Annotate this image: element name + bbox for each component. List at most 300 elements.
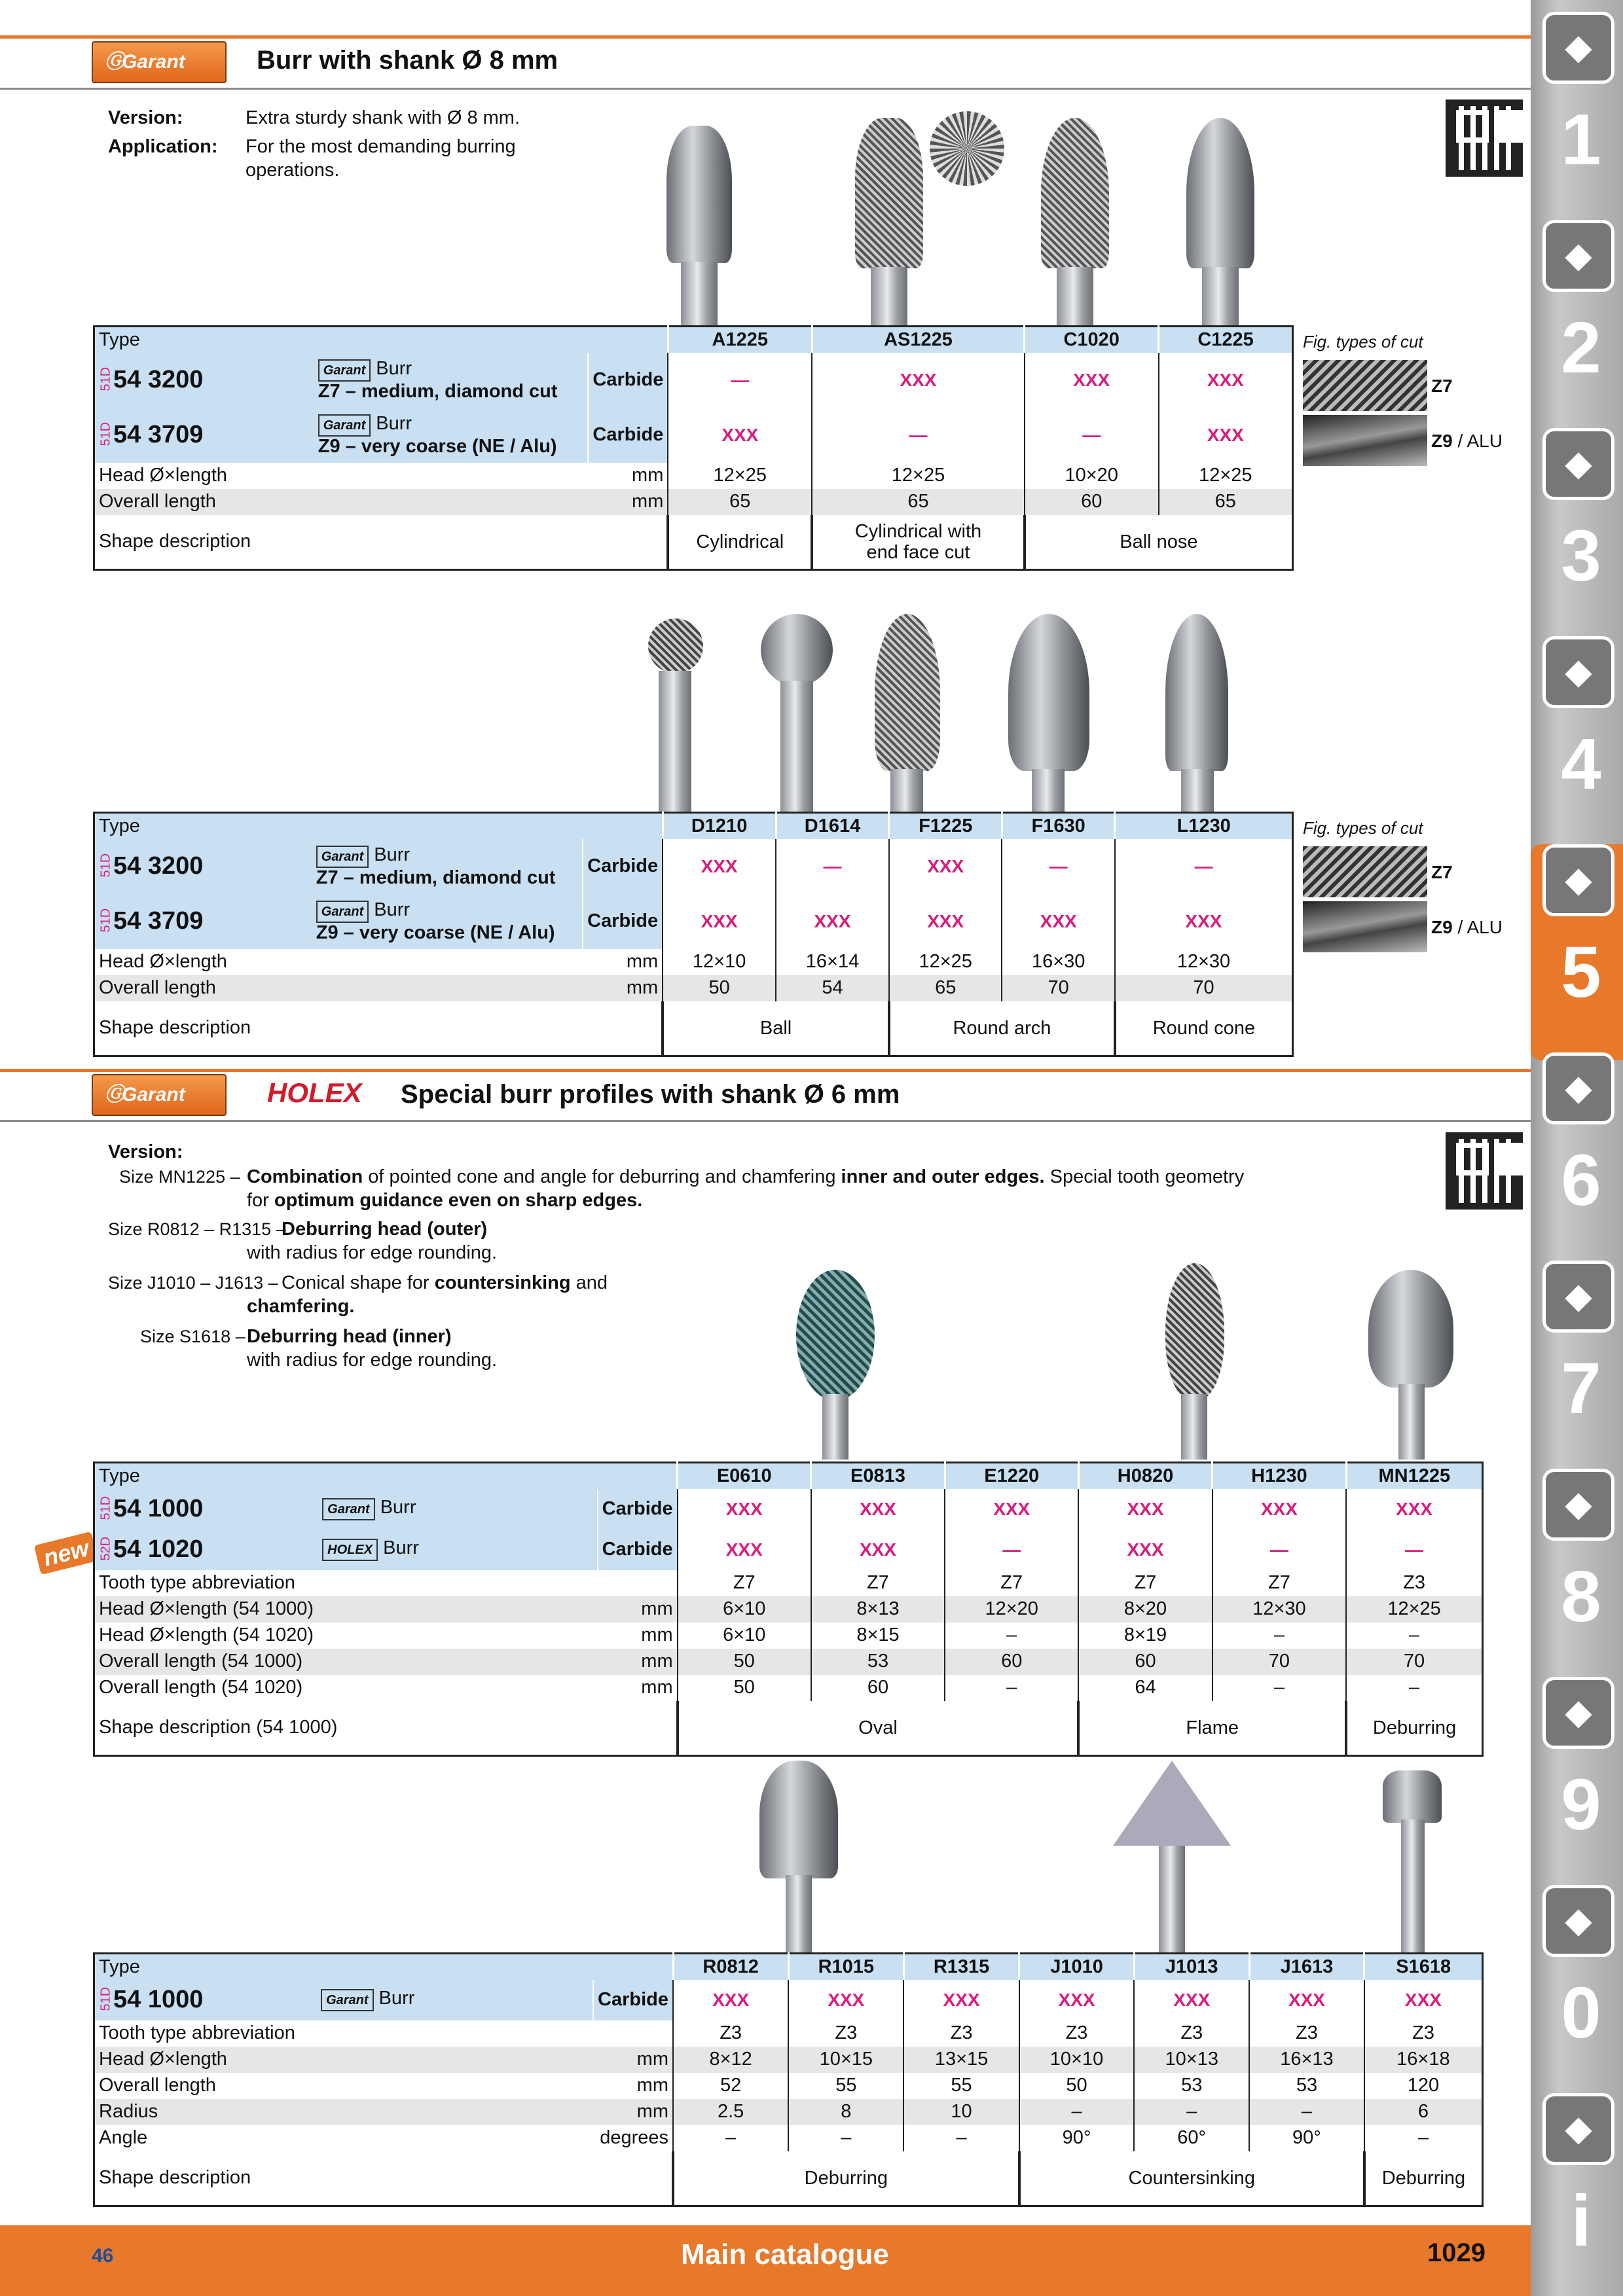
availability-cell[interactable]: XXX bbox=[1002, 894, 1114, 949]
row-label: Head Ø×length (54 1000) bbox=[99, 1598, 314, 1619]
burr-label: Burr bbox=[376, 413, 412, 434]
burr-image-f1225 bbox=[875, 614, 940, 771]
article-number[interactable]: 54 3709 bbox=[113, 421, 204, 448]
size-j: Size J1010 – J1613 – bbox=[108, 1273, 278, 1293]
row-value: 8×19 bbox=[1078, 1623, 1212, 1649]
availability-cell[interactable]: — bbox=[1213, 1530, 1346, 1570]
availability-cell[interactable]: XXX bbox=[889, 894, 1002, 949]
row-value: 50 bbox=[678, 1649, 811, 1675]
version-label: Version: bbox=[108, 107, 183, 128]
row-value: Z3 bbox=[1346, 1570, 1482, 1596]
burr-image-mn1225 bbox=[1368, 1270, 1453, 1388]
cut-z7-image bbox=[1303, 360, 1427, 411]
burr-image-r bbox=[759, 1761, 838, 1878]
header-row bbox=[94, 813, 1293, 839]
qr-code[interactable] bbox=[1446, 1132, 1523, 1210]
cut-description: Z9 – very coarse (NE / Alu) bbox=[318, 436, 557, 457]
row-value: Z3 bbox=[1364, 2020, 1483, 2047]
column-d1614: D1614 bbox=[776, 813, 889, 839]
chapter-5-icon[interactable]: ◆ bbox=[1542, 844, 1614, 916]
article-row bbox=[94, 894, 1293, 949]
shank-image bbox=[1032, 769, 1065, 815]
v4-title: Deburring head (inner) bbox=[247, 1326, 452, 1347]
row-unit: mm bbox=[636, 2049, 668, 2070]
row-value: – bbox=[673, 2125, 788, 2151]
spec-row bbox=[94, 1596, 1483, 1623]
availability-cell[interactable]: XXX bbox=[811, 1489, 945, 1530]
row-value: 6×10 bbox=[678, 1623, 811, 1649]
availability-cell[interactable]: XXX bbox=[663, 894, 776, 949]
row-value: Z3 bbox=[903, 2020, 1019, 2047]
row-unit: mm bbox=[641, 1677, 673, 1698]
column-e1220: E1220 bbox=[945, 1463, 1078, 1489]
availability-cell[interactable]: XXX bbox=[1134, 1980, 1249, 2020]
new-badge: new bbox=[34, 1532, 98, 1575]
burr-image-flame bbox=[1165, 1263, 1224, 1401]
row-value: 12×25 bbox=[1346, 1596, 1482, 1623]
column-a1225: A1225 bbox=[668, 327, 812, 353]
row-label: Overall length bbox=[99, 2075, 216, 2096]
brand-logo: Garant bbox=[321, 1989, 373, 2011]
row-value: 50 bbox=[1019, 2073, 1135, 2099]
availability-cell[interactable]: XXX bbox=[812, 353, 1025, 408]
availability-cell[interactable]: — bbox=[1346, 1530, 1482, 1570]
row-value: 8×20 bbox=[1078, 1596, 1212, 1623]
cut-z9-image bbox=[1303, 415, 1427, 466]
fig-label: Fig. types of cut bbox=[1303, 818, 1423, 838]
article-row bbox=[94, 408, 1293, 463]
row-value: – bbox=[1213, 1675, 1346, 1701]
row-label: Head Ø×length (54 1020) bbox=[99, 1624, 314, 1645]
availability-cell[interactable]: XXX bbox=[1078, 1530, 1212, 1570]
shank-image bbox=[871, 267, 907, 327]
availability-cell[interactable]: — bbox=[1115, 839, 1293, 894]
burr-label: Burr bbox=[380, 1497, 416, 1518]
column-l1230: L1230 bbox=[1115, 813, 1293, 839]
shape-label: Shape description bbox=[99, 1017, 251, 1039]
row-label: Angle bbox=[99, 2127, 148, 2148]
row-value: 8×13 bbox=[811, 1596, 945, 1623]
shape-value: Ball bbox=[663, 1001, 889, 1056]
type-label: Type bbox=[94, 1954, 674, 1980]
burr-label: Burr bbox=[374, 844, 410, 865]
article-number[interactable]: 54 3200 bbox=[113, 366, 204, 393]
row-unit: mm bbox=[626, 951, 659, 972]
availability-cell[interactable]: XXX bbox=[678, 1530, 811, 1570]
row-value: 53 bbox=[811, 1649, 945, 1675]
row-value: – bbox=[1249, 2099, 1364, 2125]
column-r0812: R0812 bbox=[673, 1954, 788, 1980]
row-value: 65 bbox=[668, 489, 812, 515]
chapter-3-icon[interactable]: ◆ bbox=[1542, 428, 1614, 500]
availability-cell[interactable]: XXX bbox=[811, 1530, 945, 1570]
article-number[interactable]: 54 1020 bbox=[113, 1535, 204, 1563]
burr-image-a1225 bbox=[666, 126, 732, 263]
article-code: 51D bbox=[98, 1496, 113, 1520]
burr-label: Burr bbox=[376, 358, 412, 379]
spec-row bbox=[94, 949, 1293, 975]
shank-image bbox=[780, 681, 813, 815]
spec-table-3 bbox=[93, 1462, 1484, 1757]
spec-row bbox=[94, 2020, 1483, 2047]
shape-row bbox=[94, 2151, 1483, 2206]
shape-value: Deburring bbox=[1364, 2151, 1483, 2206]
cut-z7-label: Z7 bbox=[1431, 376, 1453, 396]
cut-description: Z7 – medium, diamond cut bbox=[316, 867, 556, 888]
brand-logo: Garant bbox=[318, 414, 371, 437]
shank-image bbox=[681, 262, 718, 327]
footer-title: Main catalogue bbox=[681, 2238, 889, 2270]
column-h0820: H0820 bbox=[1078, 1463, 1212, 1489]
availability-cell[interactable]: XXX bbox=[1213, 1489, 1346, 1530]
v2-text: with radius for edge rounding. bbox=[247, 1242, 498, 1263]
row-value: 13×15 bbox=[903, 2047, 1019, 2073]
row-value: 12×30 bbox=[1213, 1596, 1346, 1623]
spec-table-1 bbox=[93, 325, 1294, 571]
chapter-6-icon[interactable]: ◆ bbox=[1542, 1052, 1614, 1124]
row-unit bbox=[598, 1570, 678, 1596]
availability-cell[interactable]: XXX bbox=[889, 839, 1002, 894]
brand-logo: Garant bbox=[318, 359, 371, 382]
shank-image bbox=[1181, 769, 1214, 815]
material: Carbide bbox=[588, 408, 668, 463]
shape-value: Cylindrical bbox=[668, 515, 812, 570]
row-value: 60 bbox=[1078, 1649, 1212, 1675]
row-value: 64 bbox=[1078, 1675, 1212, 1701]
availability-cell[interactable]: — bbox=[776, 839, 889, 894]
row-value: – bbox=[945, 1675, 1078, 1701]
row-label: Tooth type abbreviation bbox=[99, 1572, 295, 1593]
shape-value: Oval bbox=[678, 1701, 1079, 1756]
type-label: Type bbox=[94, 327, 668, 353]
column-j1013: J1013 bbox=[1134, 1954, 1249, 1980]
shank-image bbox=[1057, 267, 1093, 327]
chapter-7-number[interactable]: 7 bbox=[1561, 1348, 1601, 1429]
row-value: – bbox=[1346, 1675, 1482, 1701]
column-as1225: AS1225 bbox=[812, 327, 1025, 353]
availability-cell[interactable]: XXX bbox=[1346, 1489, 1482, 1530]
row-value: Z3 bbox=[788, 2020, 903, 2047]
article-code: 51D bbox=[98, 422, 113, 446]
v1-text2: for optimum guidance even on sharp edges. bbox=[247, 1190, 643, 1211]
column-s1618: S1618 bbox=[1364, 1954, 1483, 1980]
availability-cell[interactable]: XXX bbox=[673, 1980, 788, 2020]
v4-text: with radius for edge rounding. bbox=[247, 1350, 498, 1371]
section-title: Special burr profiles with shank Ø 6 mm bbox=[401, 1080, 900, 1109]
shape-label: Shape description (54 1000) bbox=[99, 1717, 338, 1738]
row-value: 16×13 bbox=[1249, 2047, 1364, 2073]
material: Carbide bbox=[588, 353, 668, 408]
chapter-4-number[interactable]: 4 bbox=[1561, 724, 1601, 804]
chapter-3-number[interactable]: 3 bbox=[1561, 516, 1601, 596]
row-label: Radius bbox=[99, 2101, 158, 2122]
availability-cell[interactable]: XXX bbox=[776, 894, 889, 949]
row-value: Z3 bbox=[673, 2020, 788, 2047]
spec-row bbox=[94, 975, 1293, 1001]
availability-cell[interactable]: XXX bbox=[1078, 1489, 1212, 1530]
row-unit: mm bbox=[641, 1624, 673, 1645]
chapter-4-icon[interactable]: ◆ bbox=[1542, 636, 1614, 708]
chapter-9-icon[interactable]: ◆ bbox=[1542, 1677, 1614, 1749]
article-code: 51D bbox=[98, 853, 113, 878]
row-unit: mm bbox=[626, 977, 659, 998]
spec-row bbox=[94, 1649, 1483, 1675]
shape-value: Countersinking bbox=[1019, 2151, 1364, 2206]
row-value: – bbox=[945, 1623, 1078, 1649]
column-c1225: C1225 bbox=[1159, 327, 1293, 353]
row-value: 10×13 bbox=[1134, 2047, 1249, 2073]
material: Carbide bbox=[583, 894, 663, 949]
row-value: 60° bbox=[1134, 2125, 1249, 2151]
column-mn1225: MN1225 bbox=[1346, 1463, 1482, 1489]
shank-image bbox=[1401, 1820, 1425, 1954]
shape-row bbox=[94, 1001, 1293, 1056]
column-r1015: R1015 bbox=[788, 1954, 903, 1980]
row-value: 8×15 bbox=[811, 1623, 945, 1649]
row-value: 6×10 bbox=[678, 1596, 811, 1623]
row-value: Z7 bbox=[678, 1570, 811, 1596]
brand-logo: HOLEX bbox=[322, 1539, 378, 1561]
column-e0813: E0813 bbox=[811, 1463, 945, 1489]
row-value: 12×20 bbox=[945, 1596, 1078, 1623]
row-value: 12×10 bbox=[663, 949, 776, 975]
burr-label: Burr bbox=[378, 1988, 415, 2009]
spec-row bbox=[94, 2099, 1483, 2125]
article-row bbox=[94, 839, 1293, 894]
shank-image bbox=[659, 671, 691, 815]
end-face-image bbox=[930, 111, 1004, 186]
holex-logo: HOLEX bbox=[267, 1077, 362, 1108]
row-value: 60 bbox=[1025, 489, 1159, 515]
article-row bbox=[94, 1530, 1483, 1570]
size-mn1225: Size MN1225 – bbox=[119, 1167, 240, 1187]
row-value: 8 bbox=[788, 2099, 903, 2125]
header-row bbox=[94, 1463, 1483, 1489]
shank-image bbox=[890, 769, 923, 815]
cut-description: Z7 – medium, diamond cut bbox=[318, 381, 558, 402]
shape-label: Shape description bbox=[99, 531, 251, 552]
cut-description: Z9 – very coarse (NE / Alu) bbox=[316, 922, 555, 943]
row-value: 10 bbox=[903, 2099, 1019, 2125]
chapter-i-number[interactable]: i bbox=[1571, 2181, 1592, 2261]
material: Carbide bbox=[593, 1980, 673, 2020]
row-value: 10×20 bbox=[1025, 463, 1159, 489]
shape-value: Deburring bbox=[1346, 1701, 1482, 1756]
shank-image bbox=[1159, 1846, 1185, 1954]
row-value: Z7 bbox=[1078, 1570, 1212, 1596]
availability-cell[interactable]: XXX bbox=[945, 1489, 1078, 1530]
chapter-8-number[interactable]: 8 bbox=[1561, 1556, 1601, 1637]
chapter-5-number[interactable]: 5 bbox=[1561, 932, 1601, 1013]
row-value: 16×30 bbox=[1002, 949, 1114, 975]
row-value: 53 bbox=[1249, 2073, 1364, 2099]
row-unit: mm bbox=[632, 491, 664, 512]
shank-image bbox=[822, 1394, 848, 1460]
row-value: – bbox=[1019, 2099, 1135, 2125]
shank-image bbox=[1202, 267, 1239, 327]
spec-row bbox=[94, 1623, 1483, 1649]
column-e0610: E0610 bbox=[678, 1463, 811, 1489]
row-label: Overall length bbox=[99, 977, 216, 998]
column-h1230: H1230 bbox=[1213, 1463, 1346, 1489]
burr-image-s1618 bbox=[1383, 1770, 1442, 1823]
row-value: Z3 bbox=[1249, 2020, 1364, 2047]
row-value: 12×25 bbox=[668, 463, 812, 489]
row-value: 52 bbox=[673, 2073, 788, 2099]
burr-image-f1630 bbox=[1008, 614, 1089, 771]
v2-title: Deburring head (outer) bbox=[282, 1219, 488, 1240]
spec-row bbox=[94, 463, 1293, 489]
article-code: 51D bbox=[98, 367, 113, 391]
section-title: Burr with shank Ø 8 mm bbox=[257, 46, 558, 75]
chapter-2-icon[interactable]: ◆ bbox=[1542, 220, 1614, 292]
version-label: Version: bbox=[108, 1141, 183, 1162]
availability-cell[interactable]: — bbox=[945, 1530, 1078, 1570]
spec-row bbox=[94, 2125, 1483, 2151]
article-number[interactable]: 54 3200 bbox=[113, 852, 204, 880]
row-value: 70 bbox=[1002, 975, 1114, 1001]
row-unit: mm bbox=[632, 465, 664, 486]
qr-code[interactable] bbox=[1446, 99, 1523, 177]
article-number[interactable]: 54 1000 bbox=[113, 1986, 204, 2013]
row-value: 65 bbox=[1159, 489, 1293, 515]
cut-z9-label: Z9 / ALU bbox=[1431, 431, 1503, 451]
row-value: – bbox=[1213, 1623, 1346, 1649]
burr-image-as1225 bbox=[855, 118, 923, 268]
application-text: For the most demanding burring operations. bbox=[246, 136, 516, 181]
row-value: Z3 bbox=[1019, 2020, 1135, 2047]
article-row bbox=[94, 1489, 1483, 1530]
row-unit: mm bbox=[636, 2075, 668, 2096]
row-value: – bbox=[1364, 2125, 1483, 2151]
chapter-0-icon[interactable]: ◆ bbox=[1542, 1885, 1614, 1957]
burr-image-c1020 bbox=[1041, 118, 1109, 268]
row-value: 12×25 bbox=[812, 463, 1025, 489]
row-value: – bbox=[788, 2125, 903, 2151]
availability-cell[interactable]: — bbox=[668, 353, 812, 408]
brand-logo: Garant bbox=[316, 846, 369, 868]
article-code: 51D bbox=[98, 1986, 113, 2011]
cut-z7-image bbox=[1303, 846, 1427, 897]
chapter-9-number[interactable]: 9 bbox=[1561, 1765, 1601, 1845]
row-value: 70 bbox=[1213, 1649, 1346, 1675]
shape-row bbox=[94, 515, 1293, 570]
row-unit: mm bbox=[641, 1651, 673, 1672]
v3-text: Conical shape for countersinking and bbox=[282, 1272, 608, 1293]
row-value: 50 bbox=[663, 975, 776, 1001]
row-label: Head Ø×length bbox=[99, 465, 227, 486]
article-number[interactable]: 54 1000 bbox=[113, 1495, 204, 1522]
burr-image-j bbox=[1113, 1761, 1231, 1846]
header-row bbox=[94, 1954, 1483, 1980]
row-value: 65 bbox=[812, 489, 1025, 515]
spec-row bbox=[94, 2047, 1483, 2073]
spec-table-2 bbox=[93, 812, 1294, 1057]
chapter-i-icon[interactable]: ◆ bbox=[1542, 2093, 1614, 2165]
row-value: – bbox=[1134, 2099, 1249, 2125]
v1-text: Combination of pointed cone and angle for deburring and chamfering inner and outer edges. Special tooth geometry bbox=[247, 1166, 1245, 1187]
shape-value: Round cone bbox=[1115, 1001, 1293, 1056]
spec-table-4 bbox=[93, 1952, 1484, 2207]
row-value: 60 bbox=[811, 1675, 945, 1701]
spec-row bbox=[94, 2073, 1483, 2099]
row-value: 70 bbox=[1115, 975, 1293, 1001]
spec-row bbox=[94, 489, 1293, 515]
row-value: 54 bbox=[776, 975, 889, 1001]
row-value: 90° bbox=[1249, 2125, 1364, 2151]
shape-value: Round arch bbox=[889, 1001, 1115, 1056]
row-unit: mm bbox=[641, 1598, 673, 1619]
burr-label: Burr bbox=[374, 899, 410, 920]
column-d1210: D1210 bbox=[663, 813, 776, 839]
availability-cell[interactable]: XXX bbox=[788, 1980, 903, 2020]
availability-cell[interactable]: — bbox=[812, 408, 1025, 463]
row-label: Head Ø×length bbox=[99, 951, 227, 972]
row-label: Tooth type abbreviation bbox=[99, 2022, 295, 2043]
availability-cell[interactable]: XXX bbox=[1115, 894, 1293, 949]
chapter-8-icon[interactable]: ◆ bbox=[1542, 1469, 1614, 1541]
availability-cell[interactable]: — bbox=[1025, 408, 1159, 463]
chapter-1-icon[interactable]: ◆ bbox=[1542, 12, 1614, 84]
row-value: 120 bbox=[1364, 2073, 1483, 2099]
availability-cell[interactable]: XXX bbox=[678, 1489, 811, 1530]
chapter-2-number[interactable]: 2 bbox=[1561, 308, 1601, 388]
availability-cell[interactable]: XXX bbox=[1025, 353, 1159, 408]
garant-logo: ⒼGarant bbox=[92, 1074, 227, 1116]
availability-cell[interactable]: XXX bbox=[1159, 353, 1293, 408]
availability-cell[interactable]: XXX bbox=[668, 408, 812, 463]
material: Carbide bbox=[583, 839, 663, 894]
application-label: Application: bbox=[108, 136, 218, 157]
row-value: 55 bbox=[903, 2073, 1019, 2099]
chapter-1-number[interactable]: 1 bbox=[1561, 99, 1601, 180]
burr-image-l1230 bbox=[1165, 614, 1228, 771]
availability-cell[interactable]: — bbox=[1002, 839, 1114, 894]
availability-cell[interactable]: XXX bbox=[1159, 408, 1293, 463]
row-label: Overall length bbox=[99, 491, 216, 512]
row-value: 10×10 bbox=[1019, 2047, 1135, 2073]
chapter-0-number[interactable]: 0 bbox=[1561, 1973, 1601, 2053]
availability-cell[interactable]: XXX bbox=[903, 1980, 1019, 2020]
row-value: 53 bbox=[1134, 2073, 1249, 2099]
availability-cell[interactable]: XXX bbox=[1249, 1980, 1364, 2020]
availability-cell[interactable]: XXX bbox=[663, 839, 776, 894]
burr-image-oval bbox=[796, 1270, 875, 1401]
size-r: Size R0812 – R1315 – bbox=[108, 1219, 286, 1239]
column-j1613: J1613 bbox=[1249, 1954, 1364, 1980]
chapter-6-number[interactable]: 6 bbox=[1561, 1140, 1601, 1221]
footer-left: 46 bbox=[92, 2245, 114, 2267]
row-value: 8×12 bbox=[673, 2047, 788, 2073]
cut-z7-label: Z7 bbox=[1431, 862, 1453, 882]
v3-text2: chamfering. bbox=[247, 1296, 355, 1317]
chapter-7-icon[interactable]: ◆ bbox=[1542, 1261, 1614, 1333]
shape-value: Deburring bbox=[673, 2151, 1019, 2206]
spec-row bbox=[94, 1675, 1483, 1701]
availability-cell[interactable]: XXX bbox=[1019, 1980, 1135, 2020]
row-value: Z7 bbox=[811, 1570, 945, 1596]
availability-cell[interactable]: XXX bbox=[1364, 1980, 1483, 2020]
shape-label: Shape description bbox=[99, 2167, 251, 2189]
material: Carbide bbox=[598, 1530, 678, 1570]
row-value: 70 bbox=[1346, 1649, 1482, 1675]
cut-z9-image bbox=[1303, 901, 1427, 952]
row-value: 16×18 bbox=[1364, 2047, 1483, 2073]
type-label: Type bbox=[94, 1463, 678, 1489]
shape-row bbox=[94, 1701, 1483, 1756]
article-number[interactable]: 54 3709 bbox=[113, 907, 204, 935]
row-value: 12×25 bbox=[1159, 463, 1293, 489]
